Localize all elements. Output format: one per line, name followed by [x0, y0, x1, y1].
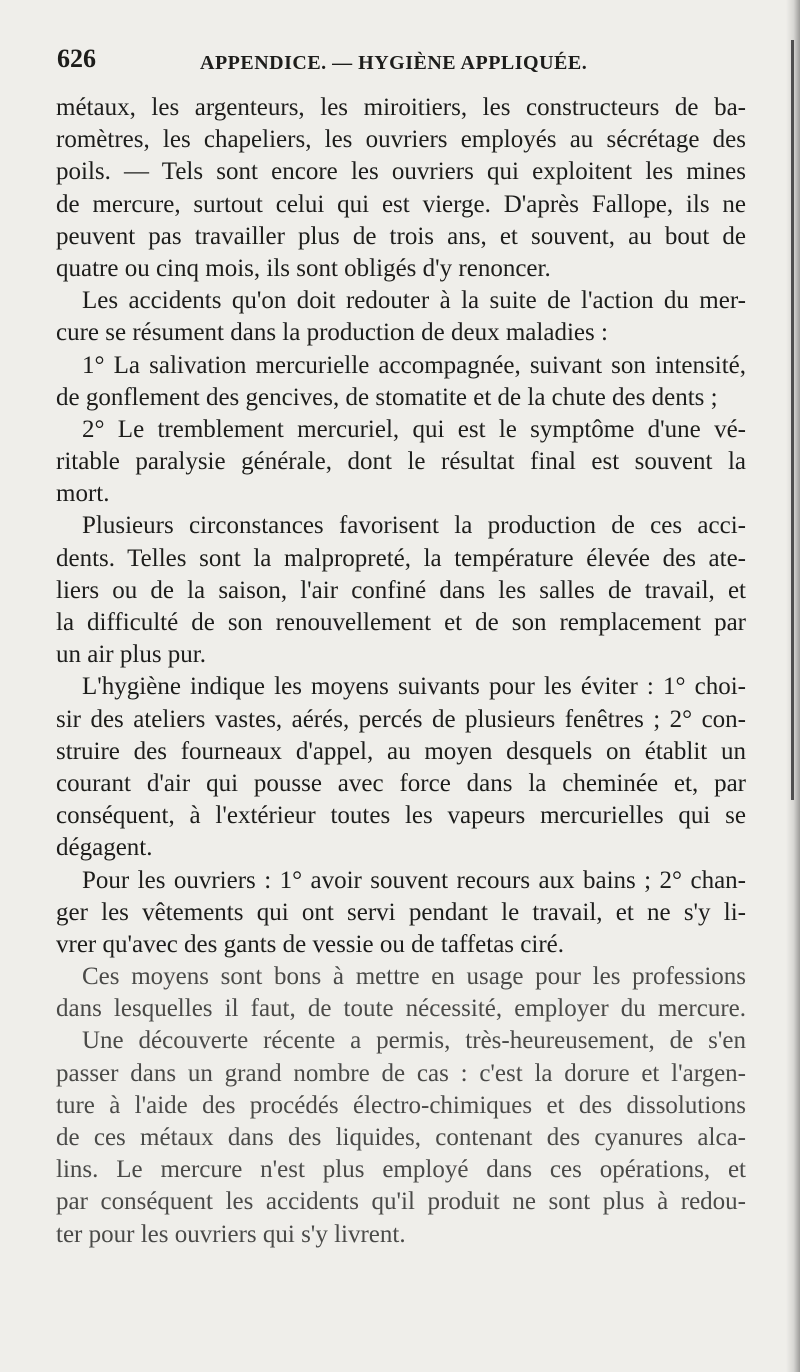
text-line: struire des fourneaux d'appel, au moyen desquels on établit un	[56, 737, 746, 765]
text-line: la difficulté de son renouvellement et de son remplacement par	[56, 609, 746, 636]
text-line: 2° Le tremblement mercuriel, qui est le symptôme d'une vé-	[82, 415, 746, 443]
body-text	[56, 92, 746, 1251]
text-line: ritable paralysie générale, dont le résultat final est souvent la	[56, 448, 746, 476]
text-line: poils. — Tels sont encore les ouvriers qui exploitent les mines	[56, 158, 746, 186]
text-line: courant d'air qui pousse avec force dans la cheminée et, par	[56, 769, 746, 797]
text-line: vrer qu'avec des gants de vessie ou de taffetas ciré.	[56, 930, 564, 958]
text-line: dents. Telles sont la malpropreté, la température élevée des ate-	[56, 544, 746, 572]
text-line: cure se résument dans la production de deux maladies :	[56, 319, 608, 347]
text-line: lins. Le mercure n'est plus employé dans ces opérations, et	[56, 1156, 746, 1184]
text-line: ture à l'aide des procédés électro-chimiques et des dissolutions	[56, 1091, 746, 1119]
text-line: Pour les ouvriers : 1° avoir souvent recours aux bains ; 2° chan-	[82, 866, 746, 894]
page-number: 626	[57, 44, 96, 73]
text-line: quatre ou cinq mois, ils sont obligés d'y renoncer.	[56, 254, 551, 282]
text-line: passer dans un grand nombre de cas : c'est la dorure et l'argen-	[56, 1059, 746, 1087]
text-line: Les accidents qu'on doit redouter à la suite de l'action du mer-	[82, 287, 746, 315]
text-line: Plusieurs circonstances favorisent la production de ces acci-	[82, 512, 746, 540]
text-line: 1° La salivation mercurielle accompagnée, suivant son intensité,	[82, 351, 746, 379]
text-line: de gonflement des gencives, de stomatite et de la chute des dents ;	[56, 383, 718, 411]
text-line: dégagent.	[56, 834, 153, 862]
text-line: liers ou de la saison, l'air confiné dans les salles de travail, et	[56, 576, 746, 604]
text-line: sir des ateliers vastes, aérés, percés de plusieurs fenêtres ; 2° con-	[56, 705, 746, 733]
text-line: conséquent, à l'extérieur toutes les vapeurs mercurielles qui se	[56, 802, 746, 830]
text-line: mort.	[56, 480, 110, 508]
text-line: un air plus pur.	[56, 641, 206, 669]
text-line: dans lesquelles il faut, de toute nécessité, employer du mercure.	[56, 995, 746, 1023]
binding-edge	[791, 40, 794, 800]
text-line: de mercure, surtout celui qui est vierge. D'après Fallope, ils ne	[56, 190, 746, 218]
running-title: APPENDICE. — HYGIÈNE APPLIQUÉE.	[200, 52, 588, 74]
text-line: Une découverte récente a permis, très-heureusement, de s'en	[82, 1027, 746, 1055]
page-header	[0, 44, 800, 84]
text-line: de ces métaux dans des liquides, contenant des cyanures alca-	[56, 1124, 746, 1151]
text-line: métaux, les argenteurs, les miroitiers, les constructeurs de ba-	[56, 94, 746, 121]
text-line: ger les vêtements qui ont servi pendant le travail, et ne s'y li-	[56, 898, 746, 926]
text-line: par conséquent les accidents qu'il produit ne sont plus à redou-	[56, 1188, 746, 1216]
text-line: peuvent pas travailler plus de trois ans, et souvent, au bout de	[56, 222, 746, 250]
text-line: ter pour les ouvriers qui s'y livrent.	[56, 1220, 406, 1248]
text-line: romètres, les chapeliers, les ouvriers employés au sécrétage des	[56, 126, 746, 154]
text-line: L'hygiène indique les moyens suivants pour les éviter : 1° choi-	[82, 673, 746, 701]
text-line: Ces moyens sont bons à mettre en usage pour les professions	[82, 963, 746, 991]
